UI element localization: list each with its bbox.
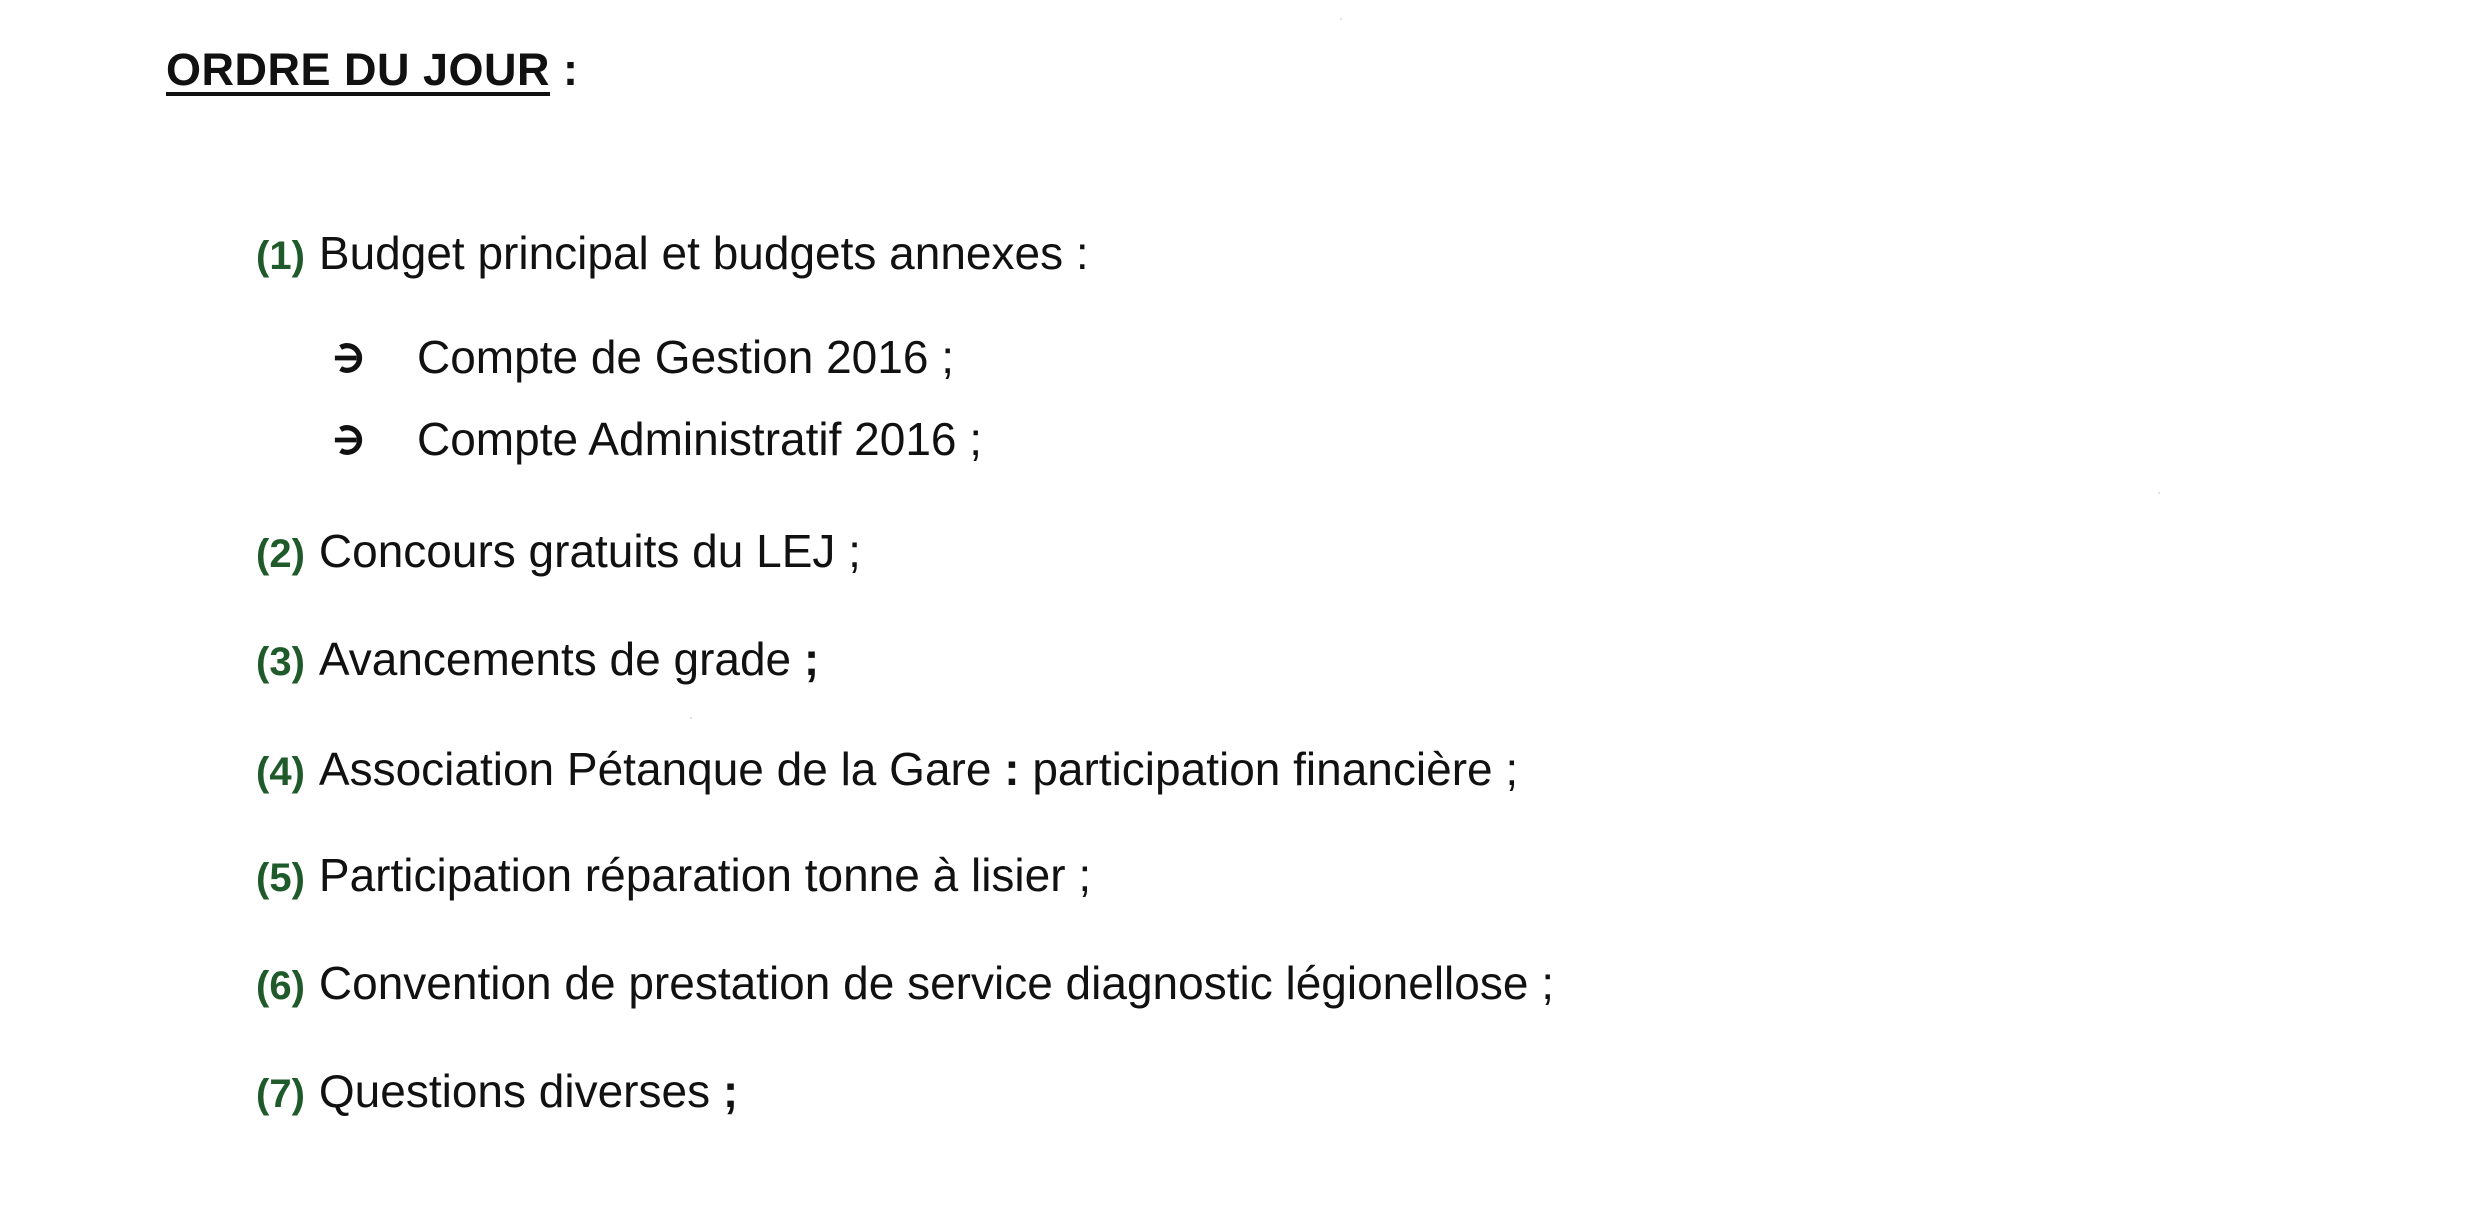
scan-speck xyxy=(1340,18,1342,20)
agenda-item-text: Avancements de grade xyxy=(318,633,804,685)
agenda-item-4 xyxy=(256,742,1518,796)
scan-speck xyxy=(690,717,692,719)
agenda-title-suffix: : xyxy=(550,44,579,95)
agenda-item-punct: : xyxy=(1004,743,1020,795)
agenda-item-1 xyxy=(256,226,1089,280)
agenda-item-number: (1) xyxy=(256,234,305,278)
agenda-item-number: (4) xyxy=(256,750,305,794)
sub-item-text: Compte Administratif 2016 ; xyxy=(417,413,983,465)
agenda-item-punct: ; xyxy=(722,1065,739,1117)
agenda-item-text: Budget principal et budgets annexes : xyxy=(318,227,1089,279)
agenda-heading xyxy=(166,44,579,96)
sub-item-compte-administratif xyxy=(333,412,982,466)
sub-item-text: Compte de Gestion 2016 ; xyxy=(417,331,954,383)
sub-item-compte-gestion xyxy=(333,330,954,384)
arrow-right-icon xyxy=(333,339,371,377)
agenda-item-text: Convention de prestation de service diagnostic légionellose ; xyxy=(318,957,1554,1009)
agenda-item-number: (2) xyxy=(256,532,305,576)
agenda-item-number: (5) xyxy=(256,856,305,900)
agenda-item-2 xyxy=(256,524,861,578)
agenda-title: ORDRE DU JOUR xyxy=(166,44,551,95)
agenda-item-5 xyxy=(256,848,1091,902)
agenda-item-number: (3) xyxy=(256,640,305,684)
agenda-item-number: (7) xyxy=(256,1072,305,1116)
agenda-item-6 xyxy=(256,956,1554,1010)
agenda-item-3 xyxy=(256,632,819,686)
agenda-item-punct: ; xyxy=(803,633,820,685)
agenda-item-text: Questions diverses xyxy=(318,1065,723,1117)
agenda-item-number: (6) xyxy=(256,964,305,1008)
agenda-item-text: Concours gratuits du LEJ ; xyxy=(318,525,861,577)
agenda-item-7 xyxy=(256,1064,738,1118)
arrow-right-icon xyxy=(333,421,371,459)
agenda-item-text: Association Pétanque de la Gare xyxy=(318,743,1005,795)
scan-speck xyxy=(2158,492,2160,494)
agenda-item-text-after: participation financière ; xyxy=(1019,743,1519,795)
agenda-item-text: Participation réparation tonne à lisier ; xyxy=(318,849,1092,901)
